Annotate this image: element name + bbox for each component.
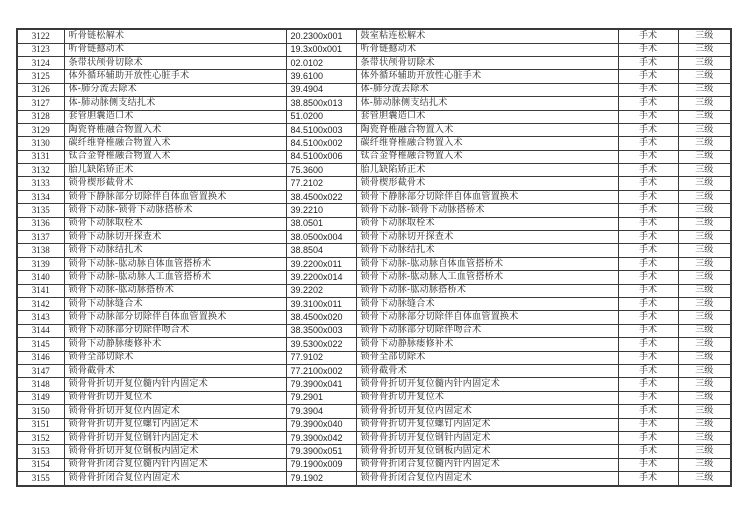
row-number-cell: 3135	[17, 204, 64, 217]
table-row	[17, 257, 731, 270]
procedure-name-cell: 锁骨骨折闭合复位内固定术	[64, 472, 286, 486]
standard-name-cell: 锁骨骨折切开复位髓内针内固定术	[356, 378, 618, 391]
code-cell: 79.1900x009	[286, 458, 356, 471]
level-cell: 三级	[678, 324, 731, 337]
category-cell: 手术	[618, 137, 678, 150]
level-cell: 三级	[678, 137, 731, 150]
procedure-name-cell: 锁骨下动脉-肱动脉搭桥术	[64, 284, 286, 297]
standard-name-cell: 条带状颅骨切除术	[356, 56, 618, 69]
code-cell: 38.3500x003	[286, 324, 356, 337]
standard-name-cell: 锁骨骨折闭合复位髓内针内固定术	[356, 458, 618, 471]
table-row	[17, 284, 731, 297]
code-cell: 79.2901	[286, 391, 356, 404]
level-cell: 三级	[678, 231, 731, 244]
table-row	[17, 110, 731, 123]
level-cell: 三级	[678, 97, 731, 110]
code-cell: 39.2200x014	[286, 271, 356, 284]
procedure-name-cell: 锁骨骨折切开复位螺钉内固定术	[64, 418, 286, 431]
table-row	[17, 204, 731, 217]
row-number-cell: 3126	[17, 83, 64, 96]
standard-name-cell: 锁骨骨折切开复位内固定术	[356, 405, 618, 418]
code-cell: 51.0200	[286, 110, 356, 123]
table-row	[17, 431, 731, 444]
standard-name-cell: 套管胆囊造口术	[356, 110, 618, 123]
procedure-name-cell: 锁骨下动脉-肱动脉自体血管搭桥术	[64, 257, 286, 270]
level-cell: 三级	[678, 217, 731, 230]
standard-name-cell: 锁骨骨折闭合复位内固定术	[356, 472, 618, 486]
category-cell: 手术	[618, 472, 678, 486]
standard-name-cell: 钛合金脊椎融合物置入术	[356, 150, 618, 163]
code-cell: 38.0501	[286, 217, 356, 230]
procedure-name-cell: 锁骨骨折切开复位钢针内固定术	[64, 431, 286, 444]
code-cell: 20.2300x001	[286, 29, 356, 43]
code-cell: 38.4500x020	[286, 311, 356, 324]
level-cell: 三级	[678, 472, 731, 486]
code-cell: 38.8504	[286, 244, 356, 257]
level-cell: 三级	[678, 405, 731, 418]
row-number-cell: 3146	[17, 351, 64, 364]
code-cell: 39.6100	[286, 70, 356, 83]
code-cell: 79.3900x042	[286, 431, 356, 444]
category-cell: 手术	[618, 110, 678, 123]
code-cell: 84.5100x006	[286, 150, 356, 163]
category-cell: 手术	[618, 257, 678, 270]
table-row	[17, 164, 731, 177]
row-number-cell: 3124	[17, 56, 64, 69]
row-number-cell: 3140	[17, 271, 64, 284]
procedure-name-cell: 锁骨下动脉切开探查术	[64, 231, 286, 244]
level-cell: 三级	[678, 391, 731, 404]
code-cell: 79.3900x051	[286, 445, 356, 458]
row-number-cell: 3155	[17, 472, 64, 486]
category-cell: 手术	[618, 97, 678, 110]
standard-name-cell: 体外循环辅助开放性心脏手术	[356, 70, 618, 83]
standard-name-cell: 锁骨下动脉取栓术	[356, 217, 618, 230]
standard-name-cell: 锁骨骨折切开复位螺钉内固定术	[356, 418, 618, 431]
procedure-name-cell: 条带状颅骨切除术	[64, 56, 286, 69]
code-cell: 77.2100x002	[286, 364, 356, 377]
category-cell: 手术	[618, 351, 678, 364]
procedure-name-cell: 锁骨下静脉部分切除伴自体血管置换术	[64, 190, 286, 203]
table-row	[17, 217, 731, 230]
row-number-cell: 3125	[17, 70, 64, 83]
code-cell: 39.5300x022	[286, 338, 356, 351]
row-number-cell: 3154	[17, 458, 64, 471]
procedure-name-cell: 钛合金脊椎融合物置入术	[64, 150, 286, 163]
category-cell: 手术	[618, 311, 678, 324]
table-row	[17, 297, 731, 310]
level-cell: 三级	[678, 351, 731, 364]
table-row	[17, 364, 731, 377]
level-cell: 三级	[678, 445, 731, 458]
procedure-name-cell: 锁骨下动静脉瘘修补术	[64, 338, 286, 351]
standard-name-cell: 锁骨下动脉部分切除伴自体血管置换术	[356, 311, 618, 324]
standard-name-cell: 锁骨下动脉-肱动脉人工血管搭桥术	[356, 271, 618, 284]
standard-name-cell: 锁骨全部切除术	[356, 351, 618, 364]
category-cell: 手术	[618, 284, 678, 297]
category-cell: 手术	[618, 190, 678, 203]
row-number-cell: 3127	[17, 97, 64, 110]
level-cell: 三级	[678, 29, 731, 43]
code-cell: 38.4500x022	[286, 190, 356, 203]
row-number-cell: 3130	[17, 137, 64, 150]
table-row	[17, 418, 731, 431]
category-cell: 手术	[618, 150, 678, 163]
procedure-name-cell: 锁骨骨折切开复位术	[64, 391, 286, 404]
row-number-cell: 3139	[17, 257, 64, 270]
level-cell: 三级	[678, 284, 731, 297]
procedure-name-cell: 锁骨下动脉部分切除伴自体血管置换术	[64, 311, 286, 324]
code-cell: 79.3900x040	[286, 418, 356, 431]
code-cell: 84.5100x002	[286, 137, 356, 150]
table-row	[17, 351, 731, 364]
level-cell: 三级	[678, 257, 731, 270]
row-number-cell: 3128	[17, 110, 64, 123]
category-cell: 手术	[618, 29, 678, 43]
standard-name-cell: 锁骨下动静脉瘘修补术	[356, 338, 618, 351]
procedure-name-cell: 套管胆囊造口术	[64, 110, 286, 123]
row-number-cell: 3150	[17, 405, 64, 418]
procedure-name-cell: 锁骨下动脉-锁骨下动脉搭桥术	[64, 204, 286, 217]
level-cell: 三级	[678, 271, 731, 284]
category-cell: 手术	[618, 83, 678, 96]
table-row	[17, 271, 731, 284]
level-cell: 三级	[678, 110, 731, 123]
category-cell: 手术	[618, 123, 678, 136]
row-number-cell: 3143	[17, 311, 64, 324]
row-number-cell: 3149	[17, 391, 64, 404]
standard-name-cell: 锁骨下动脉-肱动脉自体血管搭桥术	[356, 257, 618, 270]
table-row	[17, 405, 731, 418]
code-cell: 79.1902	[286, 472, 356, 486]
table-row	[17, 56, 731, 69]
procedure-name-cell: 胎儿缺陷矫正术	[64, 164, 286, 177]
standard-name-cell: 陶瓷脊椎融合物置入术	[356, 123, 618, 136]
category-cell: 手术	[618, 391, 678, 404]
level-cell: 三级	[678, 150, 731, 163]
category-cell: 手术	[618, 324, 678, 337]
category-cell: 手术	[618, 405, 678, 418]
level-cell: 三级	[678, 244, 731, 257]
table-row	[17, 137, 731, 150]
level-cell: 三级	[678, 43, 731, 56]
code-cell: 39.2210	[286, 204, 356, 217]
category-cell: 手术	[618, 217, 678, 230]
row-number-cell: 3147	[17, 364, 64, 377]
standard-name-cell: 锁骨下动脉结扎术	[356, 244, 618, 257]
procedure-table	[16, 28, 732, 487]
level-cell: 三级	[678, 297, 731, 310]
procedure-name-cell: 锁骨下动脉缝合术	[64, 297, 286, 310]
table-row	[17, 231, 731, 244]
row-number-cell: 3129	[17, 123, 64, 136]
row-number-cell: 3141	[17, 284, 64, 297]
row-number-cell: 3142	[17, 297, 64, 310]
procedure-name-cell: 锁骨楔形截骨术	[64, 177, 286, 190]
procedure-name-cell: 碳纤维脊椎融合物置入术	[64, 137, 286, 150]
level-cell: 三级	[678, 204, 731, 217]
procedure-name-cell: 锁骨下动脉部分切除伴吻合术	[64, 324, 286, 337]
standard-name-cell: 锁骨下静脉部分切除伴自体血管置换术	[356, 190, 618, 203]
table-row	[17, 338, 731, 351]
row-number-cell: 3148	[17, 378, 64, 391]
table-row	[17, 43, 731, 56]
row-number-cell: 3144	[17, 324, 64, 337]
table-row	[17, 29, 731, 43]
category-cell: 手术	[618, 244, 678, 257]
procedure-name-cell: 锁骨骨折切开复位钢板内固定术	[64, 445, 286, 458]
row-number-cell: 3153	[17, 445, 64, 458]
row-number-cell: 3123	[17, 43, 64, 56]
table-row	[17, 391, 731, 404]
table-row	[17, 472, 731, 486]
category-cell: 手术	[618, 43, 678, 56]
category-cell: 手术	[618, 445, 678, 458]
code-cell: 19.3x00x001	[286, 43, 356, 56]
row-number-cell: 3151	[17, 418, 64, 431]
row-number-cell: 3137	[17, 231, 64, 244]
standard-name-cell: 碳纤维脊椎融合物置入术	[356, 137, 618, 150]
standard-name-cell: 体-肺动脉侧支结扎术	[356, 97, 618, 110]
row-number-cell: 3145	[17, 338, 64, 351]
level-cell: 三级	[678, 418, 731, 431]
procedure-name-cell: 锁骨骨折切开复位髓内针内固定术	[64, 378, 286, 391]
category-cell: 手术	[618, 297, 678, 310]
table-row	[17, 150, 731, 163]
category-cell: 手术	[618, 378, 678, 391]
category-cell: 手术	[618, 338, 678, 351]
level-cell: 三级	[678, 177, 731, 190]
procedure-name-cell: 听骨链撼动术	[64, 43, 286, 56]
row-number-cell: 3133	[17, 177, 64, 190]
code-cell: 38.8500x013	[286, 97, 356, 110]
procedure-name-cell: 体外循环辅助开放性心脏手术	[64, 70, 286, 83]
table-row	[17, 190, 731, 203]
code-cell: 02.0102	[286, 56, 356, 69]
standard-name-cell: 锁骨下动脉-锁骨下动脉搭桥术	[356, 204, 618, 217]
row-number-cell: 3138	[17, 244, 64, 257]
procedure-name-cell: 锁骨下动脉-肱动脉人工血管搭桥术	[64, 271, 286, 284]
code-cell: 77.2102	[286, 177, 356, 190]
category-cell: 手术	[618, 271, 678, 284]
table-row	[17, 70, 731, 83]
level-cell: 三级	[678, 431, 731, 444]
procedure-name-cell: 体-肺分流去除术	[64, 83, 286, 96]
row-number-cell: 3136	[17, 217, 64, 230]
procedure-name-cell: 体-肺动脉侧支结扎术	[64, 97, 286, 110]
standard-name-cell: 锁骨下动脉切开探查术	[356, 231, 618, 244]
standard-name-cell: 锁骨骨折切开复位钢针内固定术	[356, 431, 618, 444]
procedure-name-cell: 锁骨截骨术	[64, 364, 286, 377]
code-cell: 75.3600	[286, 164, 356, 177]
code-cell: 39.2202	[286, 284, 356, 297]
table-row	[17, 445, 731, 458]
row-number-cell: 3134	[17, 190, 64, 203]
level-cell: 三级	[678, 458, 731, 471]
level-cell: 三级	[678, 311, 731, 324]
procedure-name-cell: 锁骨下动脉取栓术	[64, 217, 286, 230]
level-cell: 三级	[678, 338, 731, 351]
standard-name-cell: 锁骨骨折切开复位术	[356, 391, 618, 404]
standard-name-cell: 鼓室粘连松解术	[356, 29, 618, 43]
standard-name-cell: 锁骨下动脉缝合术	[356, 297, 618, 310]
procedure-name-cell: 锁骨骨折闭合复位髓内针内固定术	[64, 458, 286, 471]
standard-name-cell: 锁骨下动脉部分切除伴吻合术	[356, 324, 618, 337]
table-row	[17, 311, 731, 324]
category-cell: 手术	[618, 364, 678, 377]
standard-name-cell: 锁骨下动脉-肱动脉搭桥术	[356, 284, 618, 297]
procedure-name-cell: 锁骨全部切除术	[64, 351, 286, 364]
table-row	[17, 324, 731, 337]
code-cell: 77.9102	[286, 351, 356, 364]
standard-name-cell: 胎儿缺陷矫正术	[356, 164, 618, 177]
table-row	[17, 458, 731, 471]
row-number-cell: 3122	[17, 29, 64, 43]
table-row	[17, 378, 731, 391]
category-cell: 手术	[618, 431, 678, 444]
category-cell: 手术	[618, 56, 678, 69]
standard-name-cell: 听骨链撼动术	[356, 43, 618, 56]
table-row	[17, 177, 731, 190]
procedure-name-cell: 锁骨骨折切开复位内固定术	[64, 405, 286, 418]
table-row	[17, 97, 731, 110]
code-cell: 79.3904	[286, 405, 356, 418]
code-cell: 84.5100x003	[286, 123, 356, 136]
standard-name-cell: 锁骨骨折切开复位钢板内固定术	[356, 445, 618, 458]
level-cell: 三级	[678, 378, 731, 391]
standard-name-cell: 锁骨截骨术	[356, 364, 618, 377]
procedure-name-cell: 听骨链松解术	[64, 29, 286, 43]
standard-name-cell: 锁骨楔形截骨术	[356, 177, 618, 190]
code-cell: 39.3100x011	[286, 297, 356, 310]
category-cell: 手术	[618, 177, 678, 190]
category-cell: 手术	[618, 418, 678, 431]
category-cell: 手术	[618, 164, 678, 177]
level-cell: 三级	[678, 364, 731, 377]
category-cell: 手术	[618, 204, 678, 217]
category-cell: 手术	[618, 70, 678, 83]
code-cell: 38.0500x004	[286, 231, 356, 244]
table-row	[17, 244, 731, 257]
standard-name-cell: 体-肺分流去除术	[356, 83, 618, 96]
level-cell: 三级	[678, 83, 731, 96]
procedure-table-body	[17, 29, 731, 486]
level-cell: 三级	[678, 56, 731, 69]
row-number-cell: 3152	[17, 431, 64, 444]
category-cell: 手术	[618, 458, 678, 471]
level-cell: 三级	[678, 190, 731, 203]
code-cell: 79.3900x041	[286, 378, 356, 391]
level-cell: 三级	[678, 164, 731, 177]
table-row	[17, 83, 731, 96]
procedure-name-cell: 锁骨下动脉结扎术	[64, 244, 286, 257]
code-cell: 39.2200x011	[286, 257, 356, 270]
row-number-cell: 3132	[17, 164, 64, 177]
row-number-cell: 3131	[17, 150, 64, 163]
table-row	[17, 123, 731, 136]
level-cell: 三级	[678, 70, 731, 83]
code-cell: 39.4904	[286, 83, 356, 96]
category-cell: 手术	[618, 231, 678, 244]
procedure-name-cell: 陶瓷脊椎融合物置入术	[64, 123, 286, 136]
level-cell: 三级	[678, 123, 731, 136]
